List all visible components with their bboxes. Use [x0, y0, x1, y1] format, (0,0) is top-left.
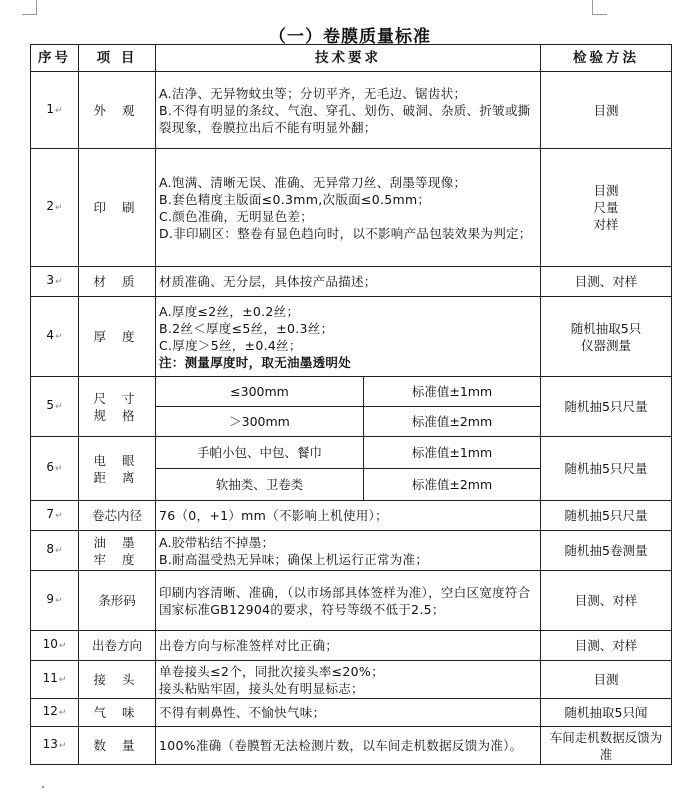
- table-row: [31, 72, 672, 149]
- requirement-note: 注：测量厚度时，取无油墨透明处: [159, 354, 352, 370]
- row-item: 电 眼 距 离: [79, 437, 156, 501]
- row-item: 出卷方向: [79, 631, 156, 661]
- row-item: 外 观: [79, 72, 156, 149]
- crop-mark-top-left: [22, 0, 37, 15]
- row-requirement: [156, 72, 541, 149]
- row-method: 车间走机数据反馈为准: [541, 727, 672, 765]
- requirement-line: 单卷接头≤2个，同批次接头率≤20%；: [159, 663, 384, 679]
- row-number: 12↵: [31, 699, 79, 727]
- size-tolerance: 标准值±1mm: [364, 377, 541, 407]
- requirement-line: C.厚度＞5丝，±0.4丝；: [159, 337, 302, 353]
- row-requirement: 印刷内容清晰、准确，（以市场部具体签样为准），空白区宽度符合国家标准GB12904的要求，符号等级不低于2.5；: [156, 571, 541, 631]
- header-no: 序号: [31, 45, 79, 72]
- row-number: 8↵: [31, 531, 79, 571]
- row-requirement: 100%准确（卷膜暂无法检测片数，以车间走机数据反馈为准）。: [156, 727, 541, 765]
- row-method: 目测: [541, 661, 672, 699]
- row-item: 油 墨 牢 度: [79, 531, 156, 571]
- row-item: 厚 度: [79, 297, 156, 377]
- table-header-row: [31, 45, 672, 72]
- row-method: 目测、对样: [541, 267, 672, 297]
- table-row: [31, 437, 672, 469]
- row-method: 目测 尺量 对样: [541, 149, 672, 267]
- row-requirement: 出卷方向与标准签样对比正确；: [156, 631, 541, 661]
- requirement-line: A.胶带粘结不掉墨；: [159, 534, 275, 550]
- row-item: 条形码: [79, 571, 156, 631]
- crop-mark-top-right: [592, 0, 607, 15]
- table-row: [31, 631, 672, 661]
- header-requirement: 技术要求: [156, 45, 541, 72]
- row-method: 目测、对样: [541, 571, 672, 631]
- eye-mark-tolerance: 标准值±1mm: [364, 437, 541, 469]
- row-number: 10↵: [31, 631, 79, 661]
- table-row: [31, 267, 672, 297]
- requirement-line: B.耐高温受热无异味；确保上机运行正常为准；: [159, 551, 429, 567]
- table-row: [31, 297, 672, 377]
- row-number: 6↵: [31, 437, 79, 501]
- size-spec: ≤300mm: [156, 377, 364, 407]
- paragraph-mark: [42, 786, 44, 788]
- row-requirement: [156, 149, 541, 267]
- row-method: 随机抽5只尺量: [541, 501, 672, 531]
- table-row: [31, 501, 672, 531]
- page-title: （一）卷膜质量标准: [269, 27, 431, 47]
- row-method: 目测: [541, 72, 672, 149]
- row-item: 气 味: [79, 699, 156, 727]
- table-row: [31, 727, 672, 765]
- requirement-line: C.颜色准确，无明显色差；: [159, 208, 314, 224]
- eye-mark-tolerance: 标准值±2mm: [364, 469, 541, 501]
- row-item: 材 质: [79, 267, 156, 297]
- row-method: 随机抽取5只闻: [541, 699, 672, 727]
- row-requirement: [156, 297, 541, 377]
- row-method: 随机抽5只尺量: [541, 377, 672, 437]
- table-row: [31, 149, 672, 267]
- row-number: 13↵: [31, 727, 79, 765]
- table-row: [31, 661, 672, 699]
- row-number: 11↵: [31, 661, 79, 699]
- table-row: [31, 699, 672, 727]
- row-item: 印 刷: [79, 149, 156, 267]
- table-row: [31, 571, 672, 631]
- requirement-line: D.非印刷区：整卷有显色趋向时，以不影响产品包装效果为判定；: [159, 225, 532, 241]
- row-number: 4↵: [31, 297, 79, 377]
- row-number: 5↵: [31, 377, 79, 437]
- row-method: 随机抽5卷测量: [541, 531, 672, 571]
- row-item: 尺 寸 规 格: [79, 377, 156, 437]
- row-requirement: 材质准确、无分层，具体按产品描述；: [156, 267, 541, 297]
- row-number: 2↵: [31, 149, 79, 267]
- row-requirement: 76（0，+1）mm（不影响上机使用）；: [156, 501, 541, 531]
- requirement-line: A.洁净、无异物蚊虫等；分切平齐，无毛边、锯齿状；: [159, 85, 467, 101]
- eye-mark-spec: 软抽类、卫卷类: [156, 469, 364, 501]
- requirement-line: B.2丝＜厚度≤5丝，±0.3丝；: [159, 320, 334, 336]
- table-row: [31, 377, 672, 407]
- row-item: 数 量: [79, 727, 156, 765]
- row-number: 3↵: [31, 267, 79, 297]
- requirement-line: 接头粘贴牢固，接头处有明显标志；: [159, 680, 364, 696]
- row-method: 随机抽5只尺量: [541, 437, 672, 501]
- row-number: 7↵: [31, 501, 79, 531]
- row-item: 卷芯内径: [79, 501, 156, 531]
- requirement-line: A.饱满、清晰无误、准确、无异常刀丝、刮墨等现像；: [159, 174, 467, 190]
- table-row: [31, 531, 672, 571]
- row-requirement: [156, 531, 541, 571]
- row-requirement: [156, 661, 541, 699]
- header-item: 项 目: [79, 45, 156, 72]
- size-tolerance: 标准值±2mm: [364, 407, 541, 437]
- header-method: 检验方法: [541, 45, 672, 72]
- row-number: 1↵: [31, 72, 79, 149]
- row-requirement: 不得有刺鼻性、不愉快气味；: [156, 699, 541, 727]
- eye-mark-spec: 手帕小包、中包、餐巾: [156, 437, 364, 469]
- quality-standard-table: [30, 44, 672, 765]
- row-method: 随机抽取5只 仪器测量: [541, 297, 672, 377]
- row-method: 目测、对样: [541, 631, 672, 661]
- requirement-line: B.不得有明显的条纹、气泡、穿孔、划伤、破洞、杂质、折皱或撕裂现象，卷膜拉出后不能有明显外翻；: [159, 102, 531, 135]
- size-spec: ＞300mm: [156, 407, 364, 437]
- row-number: 9↵: [31, 571, 79, 631]
- requirement-line: B.套色精度主版面≤0.3mm,次版面≤0.5mm；: [159, 191, 431, 207]
- requirement-line: A.厚度≤2丝，±0.2丝；: [159, 303, 300, 319]
- row-item: 接 头: [79, 661, 156, 699]
